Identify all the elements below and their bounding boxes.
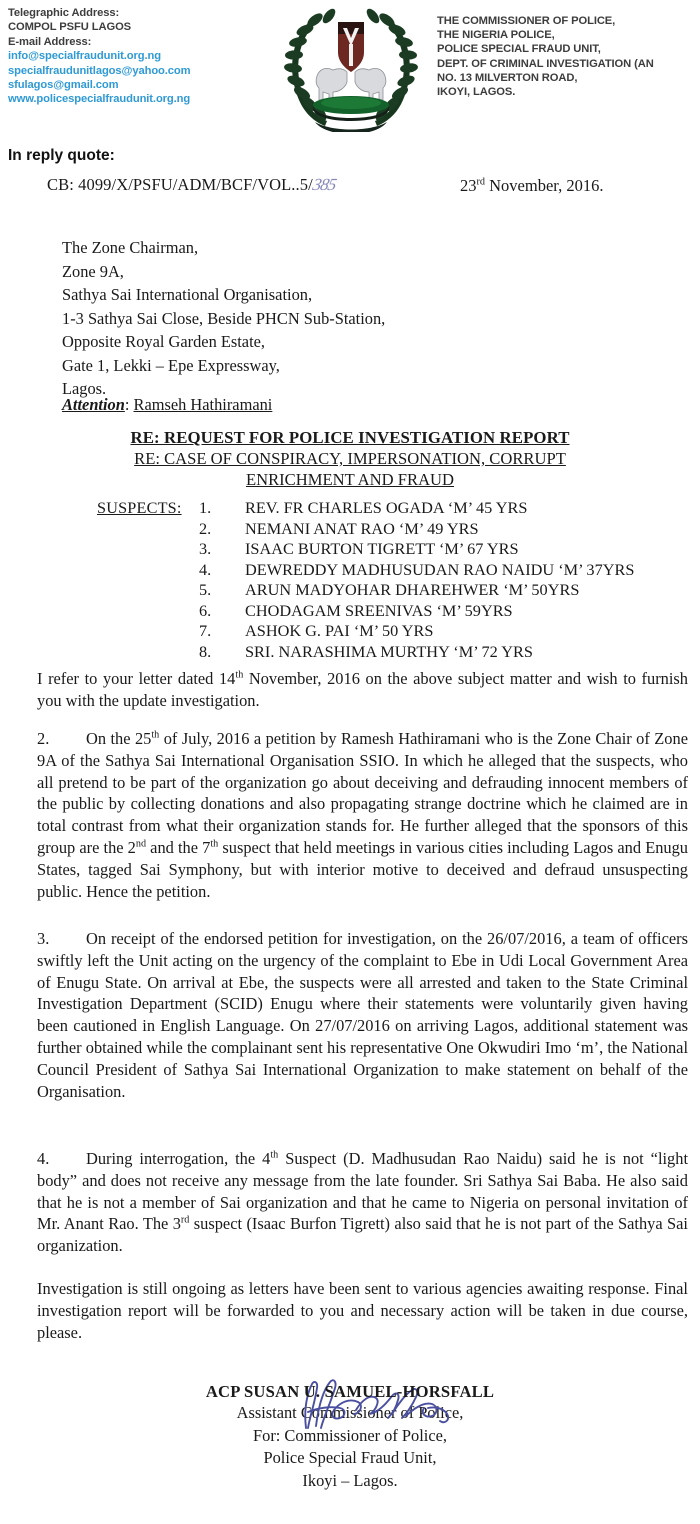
paragraph-1 xyxy=(37,668,688,712)
contact-email-3[interactable]: sfulagos@gmail.com xyxy=(8,79,119,92)
subject-line-3: ENRICHMENT AND FRAUD xyxy=(245,470,455,489)
addressee-line-1: THE COMMISSIONER OF POLICE, xyxy=(437,15,616,27)
recipient-line-7: Lagos. xyxy=(62,379,107,398)
recipient-line-1: The Zone Chairman, xyxy=(62,238,199,257)
attention-line xyxy=(62,395,272,415)
subject-block xyxy=(0,428,700,490)
telegraphic-address-label: Telegraphic Address: xyxy=(8,7,120,19)
list-item xyxy=(199,601,634,622)
suspect-name: ASHOK G. PAI ‘M’ 50 YRS xyxy=(245,621,434,640)
list-item xyxy=(199,539,634,560)
list-item xyxy=(199,580,634,601)
letterhead-left-contacts xyxy=(8,6,258,107)
suspect-number: 1. xyxy=(199,498,212,517)
paragraph-2-text-c: and the 7 xyxy=(146,837,211,857)
recipient-line-4: 1-3 Sathya Sai Close, Beside PHCN Sub-Station, xyxy=(62,308,386,328)
nigeria-police-coat-of-arms-icon xyxy=(281,4,421,132)
suspect-name: DEWREDDY MADHUSUDAN RAO NAIDU ‘M’ 37YRS xyxy=(245,559,635,579)
ordinal-suffix: th xyxy=(210,838,219,850)
suspects-list xyxy=(199,498,634,662)
ordinal-suffix: th xyxy=(235,669,244,681)
date-ordinal-suffix: rd xyxy=(476,176,486,188)
paragraph-4-number: 4. xyxy=(37,1149,50,1168)
addressee-line-4: DEPT. OF CRIMINAL INVESTIGATION (AN xyxy=(437,57,654,70)
paragraph-2 xyxy=(37,728,688,902)
paragraph-2-text-b: of July, 2016 a petition by Ramesh Hathiramani who is the Zone Chair of Zone 9A of the Sathya Sai International Organisation SSIO. In which he alleged that the suspects, who all pretend to be part of the organization go about deceiving and defrauding innocent members of the public by collecting donations and also propagating strange doctrine which he claimed are in total contrast from what their organization stands for. He further alleged that the sponsors of this group are the 2 xyxy=(37,729,688,857)
addressee-line-5: NO. 13 MILVERTON ROAD, xyxy=(437,71,578,84)
paragraph-4-text-c: suspect (Isaac Burfon Tigrett) also said that he is not part of the Sathya Sai organization. xyxy=(37,1214,688,1256)
paragraph-2-number: 2. xyxy=(37,729,50,748)
date-day: 23 xyxy=(460,176,477,195)
suspect-name: REV. FR CHARLES OGADA ‘M’ 45 YRS xyxy=(245,498,528,517)
suspect-number: 4. xyxy=(199,559,212,579)
signatory-title: Assistant Commissioner of Police, xyxy=(236,1403,464,1422)
suspect-number: 2. xyxy=(199,518,212,538)
attention-recipient-name: Ramseh Hathiramani xyxy=(133,395,273,414)
letterhead xyxy=(0,0,700,138)
list-item xyxy=(199,498,634,519)
suspect-name: ISAAC BURTON TIGRETT ‘M’ 67 YRS xyxy=(245,539,519,558)
reference-number-text: CB: 4099/X/PSFU/ADM/BCF/VOL..5/ xyxy=(47,175,313,194)
paragraph-2-text-a: On the 25 xyxy=(86,729,152,748)
subject-line-2: RE: CASE OF CONSPIRACY, IMPERSONATION, CORRUPT xyxy=(134,449,566,468)
ordinal-suffix: nd xyxy=(135,838,147,850)
recipient-line-3: Sathya Sai International Organisation, xyxy=(62,285,313,304)
subject-line-1: RE: REQUEST FOR POLICE INVESTIGATION REPORT xyxy=(130,428,570,447)
letterhead-right-address xyxy=(437,14,700,99)
recipient-address-block xyxy=(62,236,482,401)
paragraph-4-text-b: Suspect (D. Madhusudan Rao Naidu) said he is not “light body” and does not receive any message from the late founder. Sri Sathya Sai Baba. He also said that he is not a member of Sai organization and that he came to Nigeria on personal invitation of Mr. Anant Rao. The 3 xyxy=(37,1149,688,1234)
date-month-year: November, 2016. xyxy=(485,176,604,195)
list-item xyxy=(199,621,634,642)
suspect-number: 6. xyxy=(199,600,212,620)
suspect-name: NEMANI ANAT RAO ‘M’ 49 YRS xyxy=(245,518,479,538)
suspect-number: 5. xyxy=(199,580,212,599)
attention-label: Attention xyxy=(62,395,125,414)
addressee-line-3: POLICE SPECIAL FRAUD UNIT, xyxy=(437,43,601,56)
suspect-number: 8. xyxy=(199,641,212,661)
addressee-line-6: IKOYI, LAGOS. xyxy=(437,86,516,99)
signatory-location: Ikoyi – Lagos. xyxy=(302,1470,398,1490)
paragraph-3 xyxy=(37,928,688,1102)
suspect-name: SRI. NARASHIMA MURTHY ‘M’ 72 YRS xyxy=(245,641,533,661)
paragraph-1-text-b: November, 2016 on the above subject matter and wish to furnish you with the update investigation. xyxy=(37,669,688,710)
paragraph-2-text-d: suspect that held meetings in various cities including Lagos and Enugu States, tagged Sai Symphony, but with interior motive to deceived and defraud unsuspecting public. Hence the petition. xyxy=(37,837,688,901)
email-address-label: E-mail Address: xyxy=(8,35,92,48)
ordinal-suffix: th xyxy=(270,1149,279,1161)
suspect-number: 7. xyxy=(199,621,212,640)
paragraph-5-text: Investigation is still ongoing as letters have been sent to various agencies awaiting response. Final investigation report will be forwarded to you and necessary action will be taken in due course, please. xyxy=(37,1279,688,1342)
recipient-line-2: Zone 9A, xyxy=(62,261,124,281)
paragraph-4 xyxy=(37,1148,688,1257)
contact-email-1[interactable]: info@specialfraudunit.org.ng xyxy=(8,50,161,63)
reference-number xyxy=(47,175,338,195)
signatory-name: ACP SUSAN U. SAMUEL-HORSFALL xyxy=(205,1382,495,1401)
reference-handwritten-annotation: 385 xyxy=(310,175,338,194)
letter-date xyxy=(460,176,604,196)
contact-website[interactable]: www.policespecialfraudunit.org.ng xyxy=(8,93,191,106)
suspect-number: 3. xyxy=(199,539,212,558)
signatory-unit: Police Special Fraud Unit, xyxy=(263,1448,437,1467)
suspects-label: SUSPECTS: xyxy=(97,499,182,517)
list-item xyxy=(199,560,634,581)
suspect-name: ARUN MADYOHAR DHAREHWER ‘M’ 50YRS xyxy=(245,580,580,599)
signature-block xyxy=(0,1382,700,1492)
addressee-line-2: THE NIGERIA POLICE, xyxy=(437,29,555,42)
recipient-line-6: Gate 1, Lekki – Epe Expressway, xyxy=(62,355,280,375)
suspect-name: CHODAGAM SREENIVAS ‘M’ 59YRS xyxy=(245,600,513,620)
list-item xyxy=(199,642,634,663)
in-reply-quote-label: In reply quote: xyxy=(8,147,115,164)
ordinal-suffix: th xyxy=(151,729,160,741)
telegraphic-address-value: COMPOL PSFU LAGOS xyxy=(8,21,132,34)
paragraph-3-number: 3. xyxy=(37,929,50,948)
paragraph-4-text-a: During interrogation, the 4 xyxy=(86,1149,271,1168)
contact-email-2[interactable]: specialfraudunitlagos@yahoo.com xyxy=(8,64,191,77)
recipient-line-5: Opposite Royal Garden Estate, xyxy=(62,332,266,351)
ordinal-suffix: rd xyxy=(180,1214,190,1226)
paragraph-1-text-a: I refer to your letter dated 14 xyxy=(37,669,236,688)
list-item xyxy=(199,519,634,540)
paragraph-3-text: On receipt of the endorsed petition for investigation, on the 26/07/2016, a team of officers swiftly left the Unit acting on the urgency of the complaint to Ebe in Udi Local Government Area of Enugu State. On arrival at Ebe, the suspects were all arrested and taken to the State Criminal Investigation Department (SCID) Enugu where their statements were voluntarily given having been cautioned in English Language. On 27/07/2016 on arriving Lagos, additional statement was further obtained while the complainant sent his representative One Okwudiri Imo ‘m’, the National Council President of Sathya Sai International Organization to make statement on behalf of the Organisation. xyxy=(37,929,688,1101)
attention-separator: : xyxy=(124,395,134,414)
signatory-for-line: For: Commissioner of Police, xyxy=(253,1425,447,1445)
paragraph-5 xyxy=(37,1278,688,1343)
